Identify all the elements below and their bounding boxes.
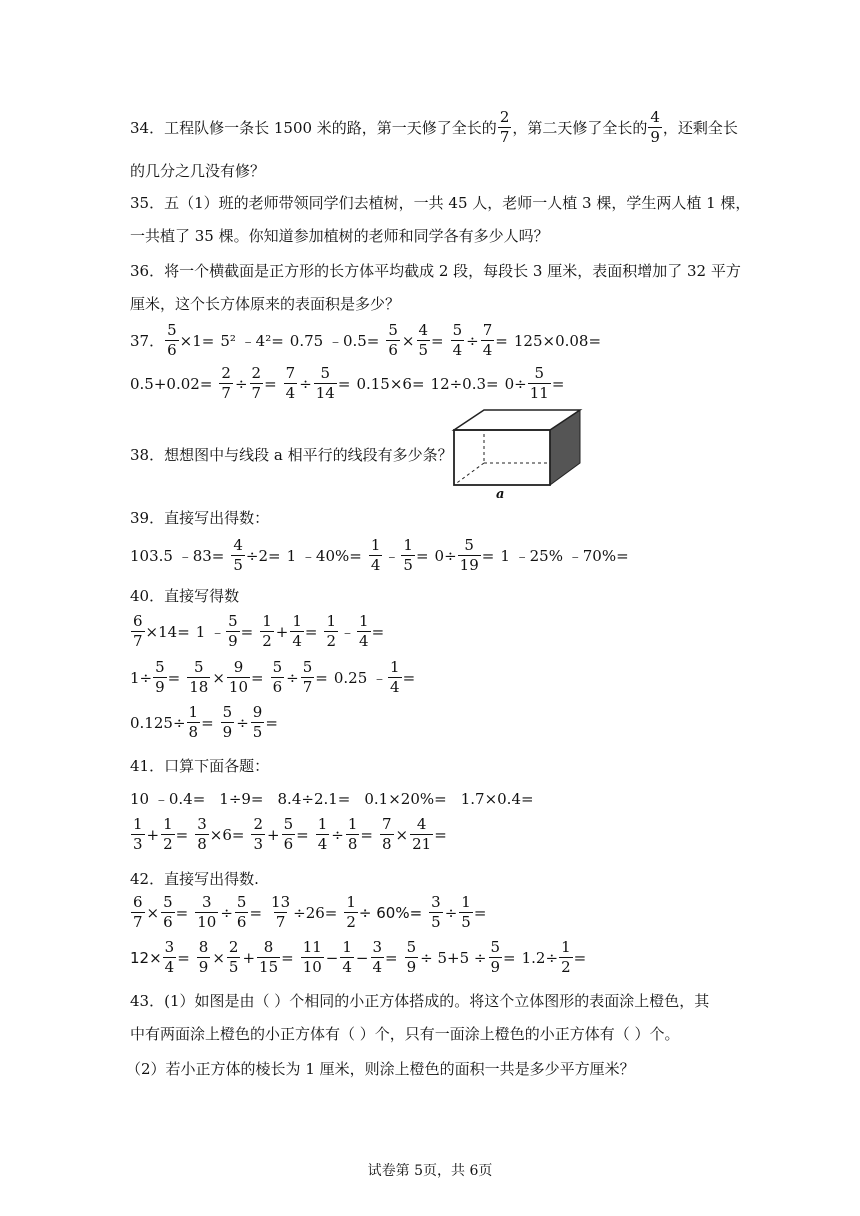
- q43-text3: （2）若小正方体的棱长为 1 厘米，则涂上橙色的面积一共是多少平方厘米？: [126, 1060, 635, 1078]
- q41-row1: 10 ﹣0.4= 1÷9= 8.4÷2.1= 0.1×20%= 1.7×0.4=: [130, 789, 534, 808]
- q42-row1: $\frac{6}{7}$ × $\frac{5}{6}$ = $\frac{3}{10}$ ÷ $\frac{5}{6}$ = $\frac{13}{7}$ ÷26= $\frac{1}{2}$ ÷ 60%= $\frac{3}{5}$ ÷ $\frac{1}{5}$ =: [133, 893, 487, 931]
- segment-a-label: a: [496, 487, 505, 500]
- q38-text: 38．想想图中与线段 a 相平行的线段有多少条？: [130, 446, 453, 464]
- q38-line: [130, 444, 453, 465]
- q37-row2: 0.5+0.02= $\frac{2}{7}$ ÷ $\frac{2}{7}$ = $\frac{7}{4}$ ÷ $\frac{5}{14}$ = 0.15×6= 12÷0.3= 0÷ $\frac{5}{11}$ =: [130, 364, 565, 402]
- q35-line1: [130, 192, 750, 213]
- q39-row: 103.5 ﹣83= $\frac{4}{5}$ ÷2= 1 ﹣40%= $\frac{1}{4}$ ﹣ $\frac{1}{5}$ = 0÷ $\frac{5}{19}$ = 1 ﹣25% ﹣70%=: [130, 536, 629, 574]
- q37-frac: $\frac{7}{4}$: [482, 321, 493, 359]
- q39-title: [130, 507, 269, 528]
- page-footer: 试卷第 5页，共 6页: [367, 1163, 493, 1179]
- q37-frac: $\frac{7}{4}$: [285, 364, 296, 402]
- q37-frac: $\frac{5}{6}$: [388, 321, 398, 359]
- q39-frac: $\frac{5}{19}$: [459, 536, 479, 574]
- q34-text3: ，还剩全长: [662, 119, 738, 137]
- q40-row1: $\frac{6}{7}$ ×14= 1 ﹣ $\frac{5}{9}$ = $\frac{1}{2}$ + $\frac{1}{4}$ = $\frac{1}{2}$ ﹣ $\frac{1}{4}$ =: [133, 612, 385, 650]
- q39-frac: $\frac{1}{4}$: [370, 536, 381, 574]
- q36-line2: [130, 293, 400, 314]
- q43-line3: [126, 1058, 635, 1079]
- q37-text: 125×0.08=: [513, 331, 602, 350]
- q37-text: 5² ﹣4²=: [220, 332, 284, 350]
- q36-text1: 36．将一个横截面是正方形的长方体平均截成 2 段，每段长 3 厘米，表面积增加了 32 平方: [130, 262, 741, 280]
- q37-op: ×: [401, 331, 415, 350]
- q34-line2: [130, 160, 265, 181]
- q37-frac: $\frac{5}{4}$: [452, 321, 463, 359]
- q37-text: ×1=: [179, 331, 215, 350]
- q40-title: [130, 585, 239, 606]
- cuboid-figure: [450, 408, 590, 500]
- q40-row2: 1÷ $\frac{5}{9}$ = $\frac{5}{18}$ × $\frac{9}{10}$ = $\frac{5}{6}$ ÷ $\frac{5}{7}$ = 0.25 ﹣ $\frac{1}{4}$ =: [130, 658, 416, 696]
- q37-eq: =: [431, 331, 444, 350]
- q37-row1: [130, 323, 601, 358]
- q42-row2: 12× $\frac{3}{4}$ = $\frac{8}{9}$ × $\frac{2}{5}$ + $\frac{8}{15}$ = $\frac{11}{10}$ − $\frac{1}{4}$ − $\frac{3}{4}$ = $\frac{5}{9}$ ÷ 5+5 ÷ $\frac{5}{9}$ = 1.2÷ $\frac{1}{2}$ =: [130, 938, 587, 976]
- q37-text: 0.5+0.02=: [130, 374, 213, 393]
- q37-number: 37．: [130, 332, 165, 350]
- q34-frac1: $\frac{2}{7}$: [499, 108, 510, 146]
- q42-title-text: 42．直接写出得数.: [130, 870, 259, 888]
- q37-frac: $\frac{2}{7}$: [221, 364, 231, 402]
- q37-text: 0.75 ﹣0.5=: [289, 332, 380, 350]
- q37-text: 12÷0.3=: [430, 374, 499, 393]
- q34-text2: ，第二天修了全长的: [512, 119, 648, 137]
- q37-frac: $\frac{4}{5}$: [418, 321, 429, 359]
- q41-row2: $\frac{1}{3}$ + $\frac{1}{2}$ = $\frac{3}{8}$ ×6= $\frac{2}{3}$ + $\frac{5}{6}$ = $\frac{1}{4}$ ÷ $\frac{1}{8}$ = $\frac{7}{8}$ × $\frac{4}{21}$ =: [133, 815, 447, 853]
- q43-text1: 43．(1）如图是由（ ）个相同的小正方体搭成的。将这个立体图形的表面涂上橙色，其: [130, 992, 710, 1010]
- q37-frac: $\frac{5}{14}$: [315, 364, 335, 402]
- q43-text2: 中有两面涂上橙色的小正方体有（ ）个，只有一面涂上橙色的小正方体有（ ）个。: [130, 1025, 680, 1043]
- q43-line2: [130, 1023, 680, 1044]
- q34-frac2: $\frac{4}{9}$: [650, 108, 660, 146]
- q39-frac: $\frac{4}{5}$: [233, 536, 243, 574]
- q40-title-text: 40．直接写得数: [130, 587, 240, 605]
- q42-title: [130, 868, 259, 889]
- q35-line2: [130, 225, 549, 246]
- q36-line1: [130, 260, 741, 281]
- q41-title: [130, 755, 269, 776]
- q41-title-text: 41．口算下面各题：: [130, 757, 270, 775]
- q40-row3: 0.125÷ $\frac{1}{8}$ = $\frac{5}{9}$ ÷ $\frac{9}{5}$ =: [130, 703, 278, 741]
- q37-frac: $\frac{5}{11}$: [529, 364, 549, 402]
- q35-text1: 35．五（1）班的老师带领同学们去植树，一共 45 人，老师一人植 3 棵，学生两人植 1 棵，: [130, 194, 751, 212]
- q37-op: ÷: [466, 331, 479, 350]
- q37-text: 0.15×6=: [356, 374, 425, 393]
- q39-title-text: 39．直接写出得数：: [130, 509, 270, 527]
- q35-text2: 一共植了 35 棵。你知道参加植树的老师和同学各有多少人吗？: [130, 227, 549, 245]
- q34-text4: 的几分之几没有修？: [130, 162, 266, 180]
- q39-frac: $\frac{1}{5}$: [403, 536, 413, 574]
- q34-line1: [130, 110, 738, 145]
- q37-eq: =: [495, 331, 508, 350]
- q37-frac: $\frac{2}{7}$: [251, 364, 262, 402]
- q34-text1: 34．工程队修一条长 1500 米的路，第一天修了全长的: [130, 119, 497, 137]
- q43-line1: [130, 990, 709, 1011]
- q37-frac: $\frac{5}{6}$: [167, 321, 177, 359]
- q36-text2: 厘米，这个长方体原来的表面积是多少？: [130, 295, 401, 313]
